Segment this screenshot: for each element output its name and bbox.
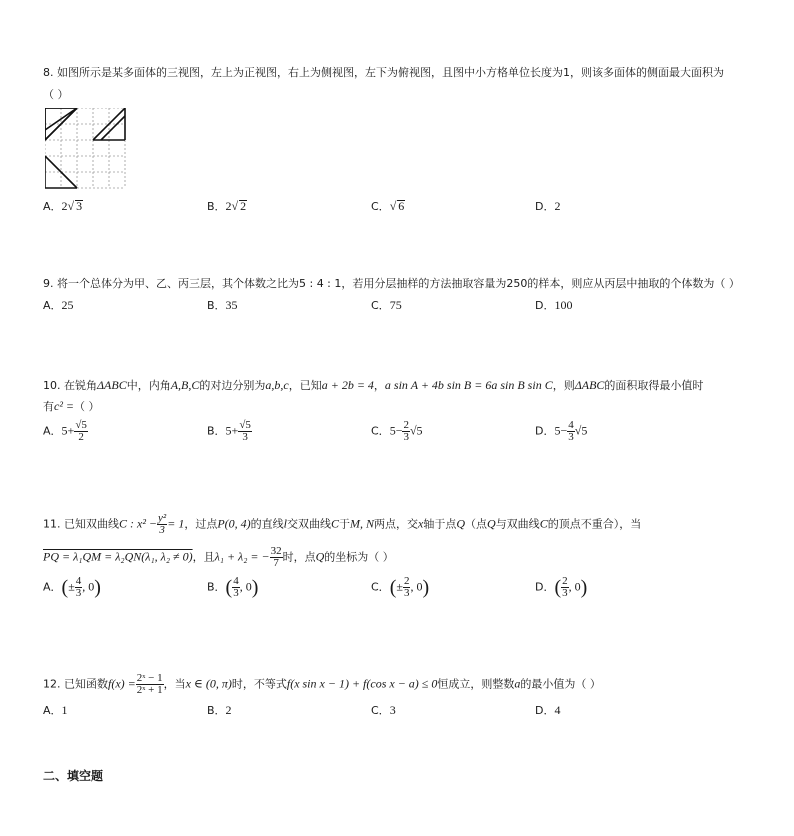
three-view-figure [45,108,129,192]
q11-option-b[interactable]: B．( $\frac{4}{3}$ , 0) [207,575,259,599]
q12-stem: 12. 已知函数f(x) = $\frac{\text{2ˣ − 1}}{\text{2ˣ + 1}}$ ，当x ∈ (0, π)时，不等式f(x sin x − 1) + f(cos x − a) ≤ 0恒成立，则整数a的最小值为（ ） [43,672,601,696]
q8-option-c[interactable]: C．√ 6 [371,199,405,213]
q11-option-a[interactable]: A．(± $\frac{4}{3}$ , 0) [43,575,101,599]
q11-stem-line1: 11. 已知双曲线C : x² − $\frac{\text{y²}}{3}$ = 1，过点P(0, 4)的直线l交双曲线C于M, N两点，交x轴于点Q（点Q与双曲线C的顶点不重合），当 [43,512,642,536]
q9-option-c[interactable]: C．75 [371,298,402,312]
q10-stem-line2: 有c² =（ ） [43,399,100,413]
q12-option-d[interactable]: D．4 [535,703,561,717]
q11-option-d[interactable]: D．( $\frac{2}{3}$ , 0) [535,575,588,599]
q9-stem: 9. 将一个总体分为甲、乙、丙三层，其个体数之比为5 : 4 : 1，若用分层抽样的方法抽取容量为250的样本，则应从丙层中抽取的个体数为（ ） [43,277,740,290]
q11-option-c[interactable]: C．(± $\frac{2}{3}$ , 0) [371,575,430,599]
q9-option-b[interactable]: B．35 [207,298,238,312]
q8-option-a[interactable]: A．2√ 3 [43,199,83,213]
q9-option-d[interactable]: D．100 [535,298,573,312]
q12-option-a[interactable]: A．1 [43,703,68,717]
q10-stem-line1: 10. 在锐角ΔABC中，内角A,B,C的对边分别为a,b,c，已知a + 2b = 4，a sin A + 4b sin B = 6a sin B sin C，则ΔABC的面积取得最小值时 [43,378,704,392]
q12-option-c[interactable]: C．3 [371,703,396,717]
q8-stem: 8. 如图所示是某多面体的三视图，左上为正视图，右上为侧视图，左下为俯视图，且图中小方格单位长度为1，则该多面体的侧面最大面积为 [43,66,724,79]
q9-option-a[interactable]: A．25 [43,298,74,312]
q10-option-d[interactable]: D．5− $\frac{4}{3}$ √5 [535,419,588,443]
section-fill-in-heading: 二、填空题 [43,769,104,783]
q12-option-b[interactable]: B．2 [207,703,232,717]
q8-option-b[interactable]: B．2√ 2 [207,199,247,213]
q10-option-a[interactable]: A．5+ $\frac{√5}{2}$ [43,419,87,443]
q10-option-c[interactable]: C．5− $\frac{2}{3}$ √5 [371,419,423,443]
q8-answer-paren: （ ） [43,88,69,101]
q8-option-d[interactable]: D．2 [535,199,561,213]
q10-option-b[interactable]: B．5+ $\frac{√5}{3}$ [207,419,251,443]
q11-stem-line2: PQ = λ₁QM = λ₂QN(λ₁, λ₂ ≠ 0)，且λ₁ + λ₂ = − $\frac{32}{7}$ 时，点Q的坐标为（ ） [43,545,394,569]
